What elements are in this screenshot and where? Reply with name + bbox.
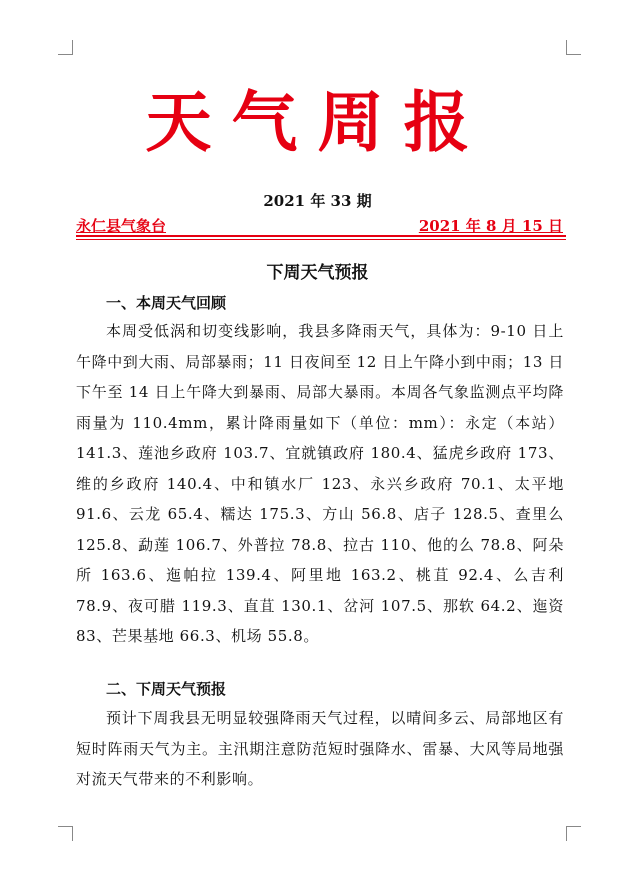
page-corner-mark (566, 826, 581, 841)
section-heading-forecast: 二、下周天气预报 (106, 680, 227, 698)
publish-date: 2021 年 8 月 15 日 (418, 217, 563, 235)
header-rule-thick (76, 235, 566, 237)
masthead-title: 天气周报 (145, 83, 490, 161)
document-subtitle: 下周天气预报 (266, 263, 369, 283)
issue-number: 2021 年 33 期 (263, 192, 372, 210)
page-corner-mark (566, 40, 581, 55)
page-corner-mark (58, 40, 73, 55)
section-heading-review: 一、本周天气回顾 (106, 294, 227, 312)
header-rule-thin (76, 239, 566, 240)
publisher-name: 永仁县气象台 (76, 217, 167, 235)
section-body-forecast: 预计下周我县无明显较强降雨天气过程，以晴间多云、局部地区有短时阵雨天气为主。主汛期注意防范短时强降水、雷暴、大风等局地强对流天气带来的不利影响。 (76, 709, 564, 788)
header-info-row (76, 215, 563, 236)
page-corner-mark (58, 826, 73, 841)
section-body-review: 本周受低涡和切变线影响，我县多降雨天气，具体为：9-10 日上午降中到大雨、局部暴雨；11 日夜间至 12 日上午降小到中雨；13 日下午至 14 日上午降大到暴雨、局部大暴雨。本周各气象监测点平均降雨量为 110.4mm，累计降雨量如下（单位：mm）：永定（本站）141.3、莲池乡政府 103.7、宜就镇政府 180.4、猛虎乡政府 173、维的乡政府 140.4、中和镇水厂 123、永兴乡政府 70.1、太平地 91.6、云龙 65.4、糯达 175.3、方山 56.8、店子 128.5、查里么 125.8、勐莲 106.7、外普拉 78.8、拉古 110、他的么 78.8、阿朵所 163.6、迤帕拉 139.4、阿里地 163.2、桃苴 92.4、么吉利 78.9、夜可腊 119.3、直苴 130.1、岔河 107.5、那软 64.2、迤资 83、芒果基地 66.3、机场 55.8。 (76, 322, 564, 645)
